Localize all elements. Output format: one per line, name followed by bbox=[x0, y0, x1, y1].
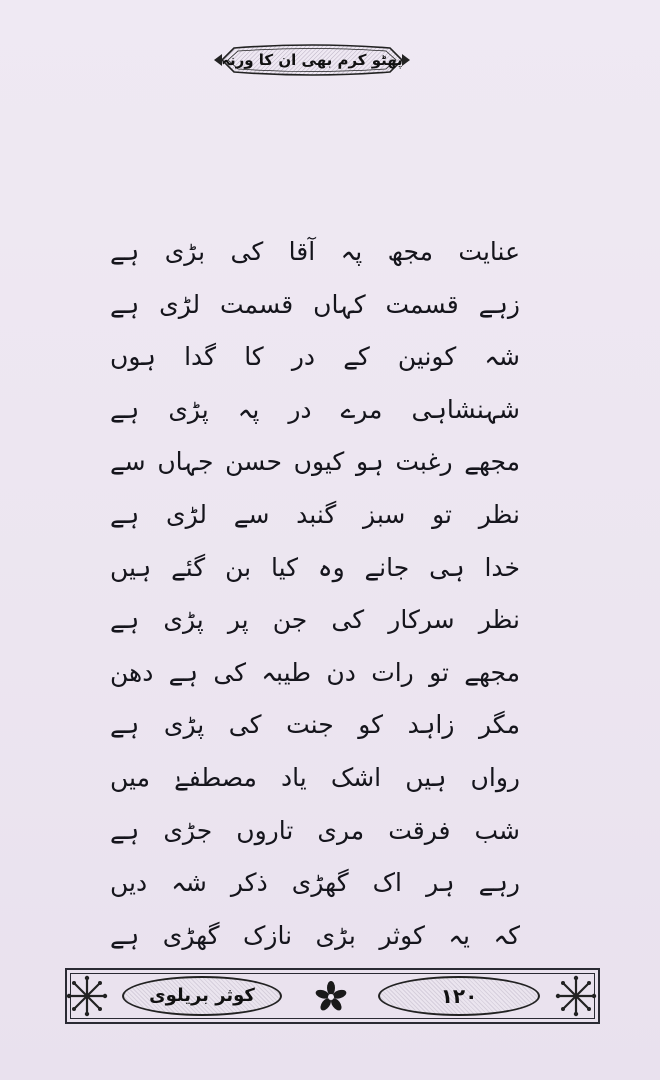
poem-line: خدا ہی جانے وہ کیا بن گئے ہیں bbox=[110, 552, 520, 582]
flower-ornament-icon bbox=[313, 980, 349, 1014]
poem-line: مگر زاہد کو جنت کی پڑی ہے bbox=[110, 710, 520, 740]
poem-line: نظر تو سبز گنبد سے لڑی ہے bbox=[110, 499, 520, 529]
running-header-title: پھٹو کرم بھی ان کا ورنہ bbox=[221, 51, 403, 69]
poem-line: مجھے تو رات دن طیبہ کی ہے دھن bbox=[110, 657, 520, 687]
poem-body bbox=[110, 226, 520, 962]
poem-line: مجھے رغبت ہو کیوں حسن جہاں سے bbox=[110, 447, 520, 477]
poem-line: شہنشاہی مرے در پہ پڑی ہے bbox=[110, 394, 520, 424]
poem-line: کہ یہ کوثر بڑی نازک گھڑی ہے bbox=[110, 920, 520, 950]
asterisk-ornament-icon bbox=[65, 974, 109, 1018]
poem-line: رہے ہر اک گھڑی ذکر شہ دیں bbox=[110, 868, 520, 898]
page-number-oval: ۱۲۰ bbox=[378, 976, 540, 1016]
poem-line: شب فرقت مری تاروں جڑی ہے bbox=[110, 815, 520, 845]
poem-line: شہ کونین کے در کا گدا ہوں bbox=[110, 342, 520, 372]
author-name-oval: کوثر بریلوی bbox=[122, 976, 282, 1016]
asterisk-ornament-icon bbox=[554, 974, 598, 1018]
poem-line: نظر سرکار کی جن پر پڑی ہے bbox=[110, 605, 520, 635]
poem-line: رواں ہیں اشک یاد مصطفےٰ میں bbox=[110, 762, 520, 792]
poem-line: زہے قسمت کہاں قسمت لڑی ہے bbox=[110, 289, 520, 319]
poem-line: عنایت مجھ پہ آقا کی بڑی ہے bbox=[110, 237, 520, 266]
header-banner bbox=[212, 42, 412, 78]
